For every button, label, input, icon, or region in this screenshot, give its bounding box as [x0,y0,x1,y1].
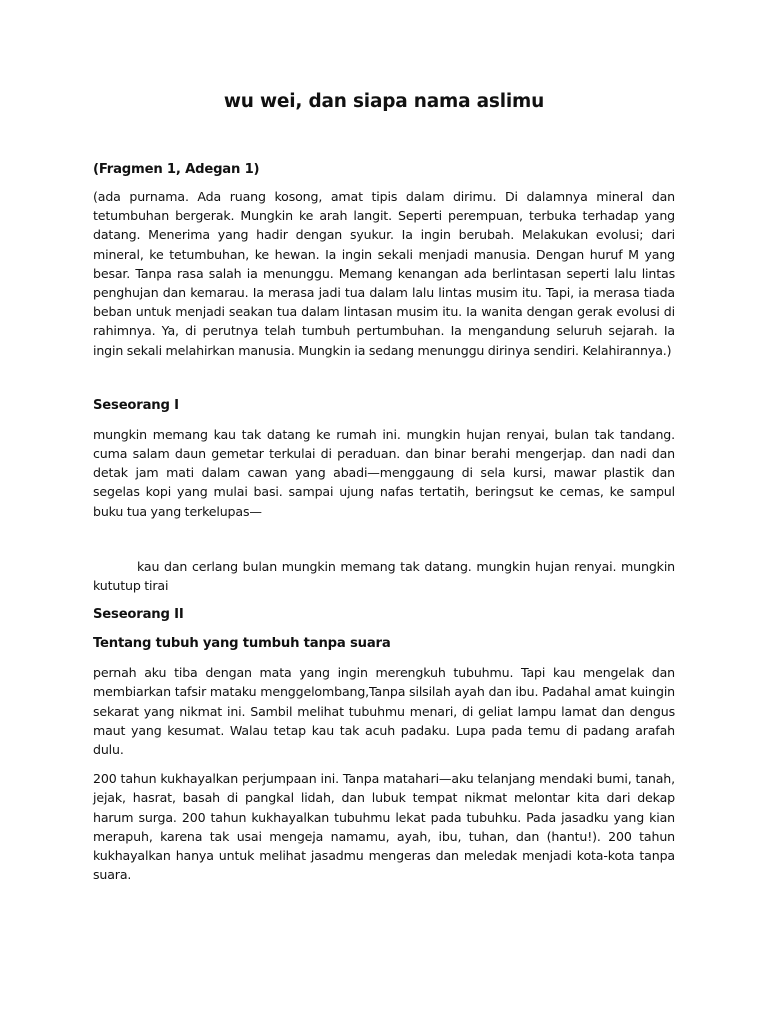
section-heading-seseorang-i: Seseorang I [93,397,179,413]
section1-paragraph-2: kau dan cerlang bulan mungkin memang tak datang. mungkin hujan renyai. mungkin kututup tirai [93,558,675,594]
section1-paragraph-1: mungkin memang kau tak datang ke rumah ini. mungkin hujan renyai, bulan tak tandang. cuma salam daun gemetar terkulai di peraduan. dan binar berahi mengerjap. dan nadi dan detak jam mati dalam cawan yang abadi—menggaung di sela kursi, mawar plastik dan segelas kopi yang mulai basi. sampai ujung nafas tertatih, beringsut ke cemas, ke sampul buku tua yang terkelupas— [93,426,675,519]
section-heading-seseorang-ii: Seseorang II [93,607,184,623]
document-page [93,88,675,884]
section2-subheading: Tentang tubuh yang tumbuh tanpa suara [93,636,391,652]
section2-paragraph-2: 200 tahun kukhayalkan perjumpaan ini. Tanpa matahari—aku telanjang mendaki bumi, tanah, jejak, hasrat, basah di pangkal lidah, dan lubuk tempat nikmat melontar kita dari dekap harum surga. 200 tahun kukhayalkan tubuhmu lekat pada tubuhku. Pada jasadku yang kian merapuh, karena tak usai mengeja namamu, ayah, ibu, tuhan, dan (hantu!). 200 tahun kukhayalkan hanya untuk melihat jasadmu mengeras dan meledak menjadi kota-kota tanpa suara. [93,771,675,883]
fragment-paragraph: (ada purnama. Ada ruang kosong, amat tipis dalam dirimu. Di dalamnya mineral dan tetumbuhan bergerak. Mungkin ke arah langit. Seperti perempuan, terbuka terhadap yang datang. Menerima yang hadir dengan syukur. Ia ingin berubah. Melakukan evolusi; dari mineral, ke tetumbuhan, ke hewan. Ia ingin sekali menjadi manusia. Dengan huruf M yang besar. Tanpa rasa salah ia menunggu. Memang kenangan ada berlintasan seperti lalu lintas penghujan dan kemarau. Ia merasa jadi tua dalam lalu lintas musim itu. Tapi, ia merasa tiada beban untuk menjadi seakan tua dalam lintasan musim itu. Ia wanita dengan gerak evolusi di rahimnya. Ya, di perutnya telah tumbuh pertumbuhan. Ia mengandung seluruh sejarah. Ia ingin sekali melahirkan manusia. Mungkin ia sedang menunggu dirinya sendiri. Kelahirannya.) [93,189,675,358]
section2-paragraph-1: pernah aku tiba dengan mata yang ingin merengkuh tubuhmu. Tapi kau mengelak dan membiarkan tafsir mataku menggelombang,Tanpa silsilah ayah dan ibu. Padahal amat kuingin sekarat yang nikmat ini. Sambil melihat tubuhmu menari, di geliat lampu lamat dan dengus maut yang kesumat. Walau tetap kau tak acuh padaku. Lupa pada temu di padang arafah dulu. [93,665,675,758]
fragment-heading: (Fragmen 1, Adegan 1) [93,162,260,177]
document-title: wu wei, dan siapa nama aslimu [223,91,545,112]
